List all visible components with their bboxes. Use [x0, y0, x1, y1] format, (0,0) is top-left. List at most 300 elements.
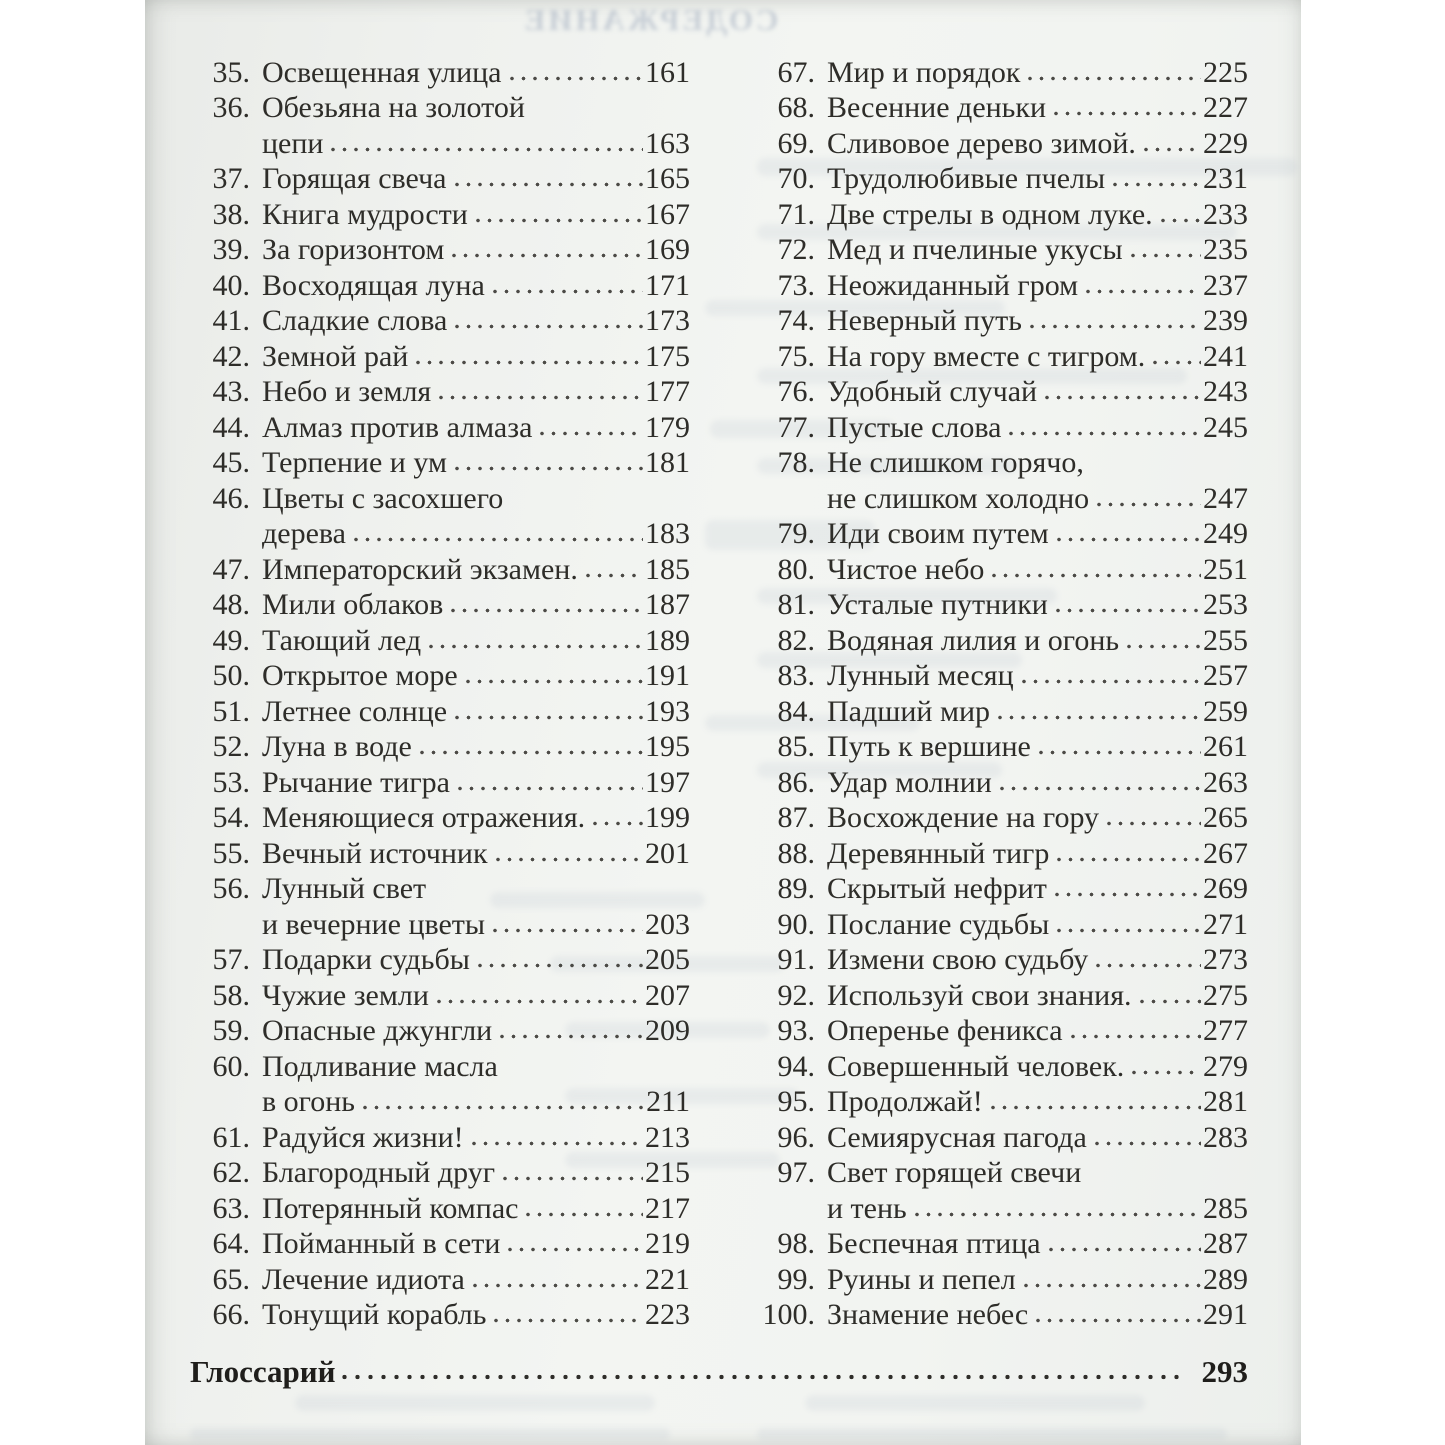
entry-title: Горящая свеча	[262, 162, 447, 195]
dot-leader	[1048, 1246, 1201, 1253]
dot-leader	[1021, 678, 1201, 685]
entry-number: 89.	[777, 872, 815, 905]
toc-row	[190, 407, 690, 443]
toc-entry	[190, 656, 690, 692]
entry-title: Две стрелы в одном луке.	[827, 197, 1153, 231]
entry-number: 52.	[212, 730, 250, 763]
dot-leader	[450, 607, 643, 614]
entry-number: 60.	[212, 1049, 250, 1083]
toc-row	[755, 656, 1248, 692]
toc-entry	[190, 88, 690, 159]
toc-row	[190, 940, 690, 976]
entry-title: Лечение идиота	[262, 1262, 465, 1296]
entry-page: 255	[1203, 623, 1248, 657]
entry-number: 72.	[777, 233, 815, 266]
toc-entry	[190, 1295, 690, 1331]
toc-row	[755, 1046, 1248, 1082]
toc-entry	[755, 620, 1248, 656]
toc-entry	[755, 1082, 1248, 1118]
toc-row	[755, 1117, 1248, 1153]
entry-title: Тонущий корабль	[262, 1298, 487, 1331]
dot-leader	[539, 430, 643, 437]
toc-row	[755, 194, 1248, 230]
toc-entry	[755, 585, 1248, 621]
toc-row	[755, 301, 1248, 337]
toc-row	[755, 585, 1248, 621]
toc-entry	[755, 833, 1248, 869]
entry-page: 281	[1203, 1085, 1248, 1118]
entry-page: 273	[1203, 943, 1248, 976]
toc-row	[755, 159, 1248, 195]
toc-row	[190, 123, 690, 159]
toc-entry	[755, 975, 1248, 1011]
toc-entry	[190, 336, 690, 372]
dot-leader	[330, 146, 643, 153]
entry-title: Сливовое дерево зимой.	[827, 126, 1136, 160]
entry-title: Пойманный в сети	[262, 1227, 501, 1260]
dot-leader	[475, 217, 643, 224]
entry-title: Путь к вершине	[827, 730, 1031, 763]
entry-number: 61.	[212, 1120, 250, 1154]
entry-page: 225	[1203, 55, 1248, 89]
entry-number: 74.	[777, 304, 815, 337]
entry-number: 98.	[777, 1227, 815, 1260]
entry-title: Чужие земли	[262, 978, 429, 1012]
entry-number: 95.	[777, 1085, 815, 1118]
toc-row	[190, 656, 690, 692]
toc-entry	[755, 230, 1248, 266]
entry-title: Тающий лед	[262, 623, 422, 657]
entry-number: 76.	[777, 375, 815, 408]
dot-leader	[1027, 75, 1201, 82]
toc-column-left	[190, 52, 690, 1330]
entry-title: Сладкие слова	[262, 304, 448, 337]
toc-row	[755, 1011, 1248, 1047]
entry-number: 46.	[212, 481, 250, 515]
entry-page: 175	[645, 339, 690, 373]
toc-row	[190, 691, 690, 727]
entry-title: Послание судьбы	[827, 907, 1050, 941]
entry-page: 263	[1203, 765, 1248, 799]
toc-entry	[755, 1153, 1248, 1224]
entry-page: 265	[1203, 801, 1248, 834]
entry-title: Терпение и ум	[262, 446, 447, 479]
toc-row	[755, 372, 1248, 408]
entry-title: дерева	[262, 517, 346, 550]
entry-number: 36.	[212, 91, 250, 124]
entry-page: 239	[1203, 304, 1248, 337]
toc-entry	[190, 1224, 690, 1260]
toc-entry	[190, 869, 690, 940]
bleed-through-line	[805, 1395, 1145, 1411]
toc-row	[190, 443, 690, 479]
toc-row	[755, 230, 1248, 266]
dot-leader	[1152, 359, 1201, 366]
entry-title: Пустые слова	[827, 410, 1002, 444]
toc-entry	[755, 869, 1248, 905]
entry-number: 91.	[777, 943, 815, 976]
entry-title: Не слишком горячо,	[827, 446, 1084, 479]
dot-leader	[1126, 643, 1201, 650]
entry-number: 92.	[777, 978, 815, 1012]
entry-number: 37.	[212, 162, 250, 195]
toc-row	[755, 443, 1248, 479]
entry-page: 283	[1203, 1120, 1248, 1154]
dot-leader	[454, 323, 643, 330]
entry-title: Алмаз против алмаза	[262, 410, 533, 444]
toc-entry	[190, 478, 690, 549]
entry-number: 73.	[777, 268, 815, 302]
entry-page: 235	[1203, 233, 1248, 266]
toc-entry	[755, 265, 1248, 301]
entry-title: не слишком холодно	[827, 481, 1090, 515]
dot-leader	[1038, 749, 1201, 756]
entry-title: Мед и пчелиные укусы	[827, 233, 1123, 266]
entry-number: 100.	[762, 1298, 815, 1331]
dot-leader	[495, 856, 643, 863]
entry-number: 43.	[212, 375, 250, 408]
entry-page: 277	[1203, 1014, 1248, 1047]
entry-page: 267	[1203, 836, 1248, 870]
toc-row	[755, 940, 1248, 976]
entry-page: 195	[645, 730, 690, 763]
bleed-through-line	[757, 1428, 1227, 1440]
entry-title: Радуйся жизни!	[262, 1120, 464, 1154]
entry-title: Трудолюбивые пчелы	[827, 162, 1106, 195]
entry-page: 215	[645, 1156, 690, 1189]
dot-leader	[362, 1104, 644, 1111]
dot-leader	[1096, 501, 1201, 508]
toc-entry	[190, 762, 690, 798]
entry-title: Летнее солнце	[262, 694, 448, 728]
entry-number: 88.	[777, 836, 815, 870]
entry-title: Знамение небес	[827, 1298, 1029, 1331]
toc-row	[190, 585, 690, 621]
toc-row	[190, 798, 690, 834]
entry-number: 63.	[212, 1191, 250, 1225]
toc-row	[190, 159, 690, 195]
dot-leader	[465, 678, 643, 685]
dot-leader	[1035, 1317, 1201, 1324]
entry-title: Семиярусная пагода	[827, 1120, 1087, 1154]
toc-entry	[190, 1259, 690, 1295]
entry-number: 79.	[777, 517, 815, 550]
entry-number: 48.	[212, 588, 250, 621]
toc-entry	[190, 1117, 690, 1153]
dot-leader	[1106, 820, 1201, 827]
dot-leader	[454, 465, 643, 472]
toc-row	[190, 975, 690, 1011]
toc-row	[190, 194, 690, 230]
toc-row	[755, 904, 1248, 940]
entry-number: 66.	[212, 1298, 250, 1331]
entry-number: 96.	[777, 1120, 815, 1154]
toc-entry	[190, 585, 690, 621]
toc-row	[755, 549, 1248, 585]
entry-title: и тень	[827, 1191, 907, 1225]
entry-page: 285	[1203, 1191, 1248, 1225]
entry-page: 169	[645, 233, 690, 266]
dot-leader	[1044, 394, 1201, 401]
bleed-through-title: СОДЕРЖАНИЕ	[521, 2, 779, 37]
entry-number: 94.	[777, 1049, 815, 1083]
entry-number: 70.	[777, 162, 815, 195]
toc-row	[755, 123, 1248, 159]
entry-title: Продолжай!	[827, 1085, 983, 1118]
entry-title: Используй свои знания.	[827, 978, 1132, 1012]
entry-page: 189	[645, 623, 690, 657]
toc-row	[190, 336, 690, 372]
entry-page: 197	[645, 765, 690, 799]
dot-leader	[1029, 323, 1201, 330]
dot-leader	[525, 1211, 643, 1218]
toc-row	[755, 975, 1248, 1011]
toc-row	[190, 869, 690, 905]
toc-row	[190, 620, 690, 656]
entry-page: 193	[645, 694, 690, 728]
toc-entry	[755, 336, 1248, 372]
entry-page: 251	[1203, 552, 1248, 586]
entry-page: 205	[645, 943, 690, 976]
toc-entry	[755, 1224, 1248, 1260]
entry-title: Измени свою судьбу	[827, 943, 1089, 976]
entry-title: На гору вместе с тигром.	[827, 339, 1146, 373]
entry-title: Скрытый нефрит	[827, 872, 1047, 905]
entry-page: 213	[645, 1120, 690, 1154]
entry-title: Обезьяна на золотой	[262, 91, 525, 124]
toc-entry	[190, 194, 690, 230]
entry-page: 173	[645, 304, 690, 337]
entry-title: Цветы с засохшего	[262, 481, 504, 515]
toc-row	[190, 52, 690, 88]
entry-title: Рычание тигра	[262, 765, 450, 799]
entry-number: 84.	[777, 694, 815, 728]
toc-row	[755, 1295, 1248, 1331]
entry-page: 291	[1203, 1298, 1248, 1331]
toc-entry	[190, 1011, 690, 1047]
toc-entry	[755, 1117, 1248, 1153]
entry-title: Неожиданный гром	[827, 268, 1079, 302]
entry-page: 167	[645, 197, 690, 231]
entry-page: 243	[1203, 375, 1248, 408]
toc-entry	[755, 798, 1248, 834]
entry-title: Вечный источник	[262, 836, 488, 870]
toc-entry	[190, 940, 690, 976]
entry-number: 71.	[777, 197, 815, 231]
entry-title: Неверный путь	[827, 304, 1022, 337]
entry-page: 201	[645, 836, 690, 870]
toc-row	[190, 1295, 690, 1331]
entry-title: Падший мир	[827, 694, 990, 728]
toc-entry	[755, 1259, 1248, 1295]
entry-title: Лунный месяц	[827, 659, 1014, 692]
toc-row	[190, 478, 690, 514]
entry-title: Удобный случай	[827, 375, 1038, 408]
toc-entry	[190, 798, 690, 834]
entry-title: Водяная лилия и огонь	[827, 623, 1120, 657]
entry-number: 68.	[777, 91, 815, 124]
entry-number: 86.	[777, 765, 815, 799]
toc-entry	[755, 194, 1248, 230]
toc-row	[190, 549, 690, 585]
toc-row	[755, 336, 1248, 372]
toc-row	[755, 691, 1248, 727]
entry-number: 45.	[212, 446, 250, 479]
entry-page: 253	[1203, 588, 1248, 621]
entry-page: 191	[645, 659, 690, 692]
toc-entry	[755, 88, 1248, 124]
toc-row	[190, 904, 690, 940]
entry-number: 75.	[777, 339, 815, 373]
dot-leader	[1008, 430, 1201, 437]
entry-title: Небо и земля	[262, 375, 432, 408]
toc-entry	[190, 159, 690, 195]
dot-leader	[1070, 1033, 1201, 1040]
toc-row	[755, 727, 1248, 763]
entry-number: 78.	[777, 446, 815, 479]
entry-page: 287	[1203, 1227, 1248, 1260]
dot-leader	[1053, 110, 1201, 117]
dot-leader	[428, 643, 643, 650]
toc-row	[755, 265, 1248, 301]
dot-leader	[997, 714, 1201, 721]
toc-column-right	[755, 52, 1248, 1330]
toc-row	[190, 1224, 690, 1260]
entry-title: в огонь	[262, 1085, 355, 1118]
entry-title: Мир и порядок	[827, 55, 1021, 89]
entry-number: 83.	[777, 659, 815, 692]
toc-entry	[190, 1046, 690, 1117]
entry-page: 207	[645, 978, 690, 1012]
entry-page: 219	[645, 1227, 690, 1260]
toc-row	[190, 833, 690, 869]
toc-entry	[190, 301, 690, 337]
entry-number: 49.	[212, 623, 250, 657]
entry-number: 56.	[212, 872, 250, 905]
entry-title: Луна в воде	[262, 730, 412, 763]
toc-row	[190, 372, 690, 408]
entry-page: 181	[645, 446, 690, 479]
dot-leader	[1112, 181, 1201, 188]
toc-entry	[190, 407, 690, 443]
toc-row	[190, 1117, 690, 1153]
entry-page: 217	[645, 1191, 690, 1225]
toc-row	[755, 620, 1248, 656]
entry-title: Императорский экзамен.	[262, 552, 578, 586]
entry-number: 59.	[212, 1014, 250, 1047]
dot-leader	[502, 1175, 643, 1182]
toc-row	[190, 88, 690, 124]
dot-leader	[990, 1104, 1201, 1111]
entry-page: 177	[645, 375, 690, 408]
glossary-label: Глоссарий	[190, 1354, 336, 1389]
entry-title: Усталые путники	[827, 588, 1048, 621]
entry-page: 269	[1203, 872, 1248, 905]
entry-page: 165	[645, 162, 690, 195]
entry-title: Совершенный человек.	[827, 1049, 1125, 1083]
entry-number: 80.	[777, 552, 815, 586]
dot-leader	[454, 181, 644, 188]
entry-page: 223	[645, 1298, 690, 1331]
entry-number: 93.	[777, 1014, 815, 1047]
toc-row	[190, 1082, 690, 1118]
entry-title: Мили облаков	[262, 588, 444, 621]
dot-leader	[1056, 856, 1201, 863]
entry-title: Подливание масла	[262, 1049, 498, 1083]
toc-entry	[755, 1011, 1248, 1047]
toc-row	[190, 727, 690, 763]
entry-page: 161	[645, 55, 690, 89]
entry-number: 90.	[777, 907, 815, 941]
toc-entry	[755, 407, 1248, 443]
entry-title: Освещенная улица	[262, 55, 502, 89]
entry-page: 279	[1203, 1049, 1248, 1083]
entry-number: 97.	[777, 1156, 815, 1189]
dot-leader	[509, 75, 643, 82]
toc-entry	[755, 301, 1248, 337]
entry-page: 289	[1203, 1262, 1248, 1296]
entry-page: 233	[1203, 197, 1248, 231]
dot-leader	[1139, 998, 1201, 1005]
toc-row	[755, 833, 1248, 869]
dot-leader	[585, 572, 643, 579]
table-of-contents	[190, 52, 1248, 1330]
entry-title: Восходящая луна	[262, 268, 485, 302]
entry-page: 241	[1203, 339, 1248, 373]
entry-title: Опасные джунгли	[262, 1014, 493, 1047]
toc-entry	[755, 1046, 1248, 1082]
entry-number: 47.	[212, 552, 250, 586]
entry-number: 50.	[212, 659, 250, 692]
entry-title: Потерянный компас	[262, 1191, 519, 1225]
entry-page: 249	[1203, 517, 1248, 550]
entry-page: 227	[1203, 91, 1248, 124]
glossary-row	[190, 1356, 1248, 1387]
toc-entry	[755, 52, 1248, 88]
toc-entry	[755, 372, 1248, 408]
entry-number: 35.	[212, 55, 250, 89]
entry-page: 231	[1203, 162, 1248, 195]
glossary-page: 293	[1201, 1354, 1248, 1389]
toc-entry	[190, 691, 690, 727]
toc-entry	[190, 620, 690, 656]
toc-entry	[190, 372, 690, 408]
entry-page: 185	[645, 552, 690, 586]
dot-leader	[914, 1211, 1201, 1218]
entry-number: 51.	[212, 694, 250, 728]
toc-entry	[755, 123, 1248, 159]
dot-leader	[1094, 1140, 1201, 1147]
dot-leader	[1085, 288, 1201, 295]
entry-number: 82.	[777, 623, 815, 657]
dot-leader	[454, 714, 643, 721]
toc-entry	[190, 1153, 690, 1189]
dot-leader	[471, 1140, 643, 1147]
toc-row	[190, 1188, 690, 1224]
entry-title: цепи	[262, 126, 324, 160]
toc-row	[755, 88, 1248, 124]
entry-number: 55.	[212, 836, 250, 870]
toc-row	[755, 869, 1248, 905]
entry-page: 257	[1203, 659, 1248, 692]
entry-page: 275	[1203, 978, 1248, 1012]
dot-leader	[592, 820, 643, 827]
toc-row	[190, 1046, 690, 1082]
toc-entry	[190, 1188, 690, 1224]
entry-title: Удар молнии	[827, 765, 992, 799]
dot-leader	[499, 1033, 643, 1040]
entry-page: 183	[645, 517, 690, 550]
